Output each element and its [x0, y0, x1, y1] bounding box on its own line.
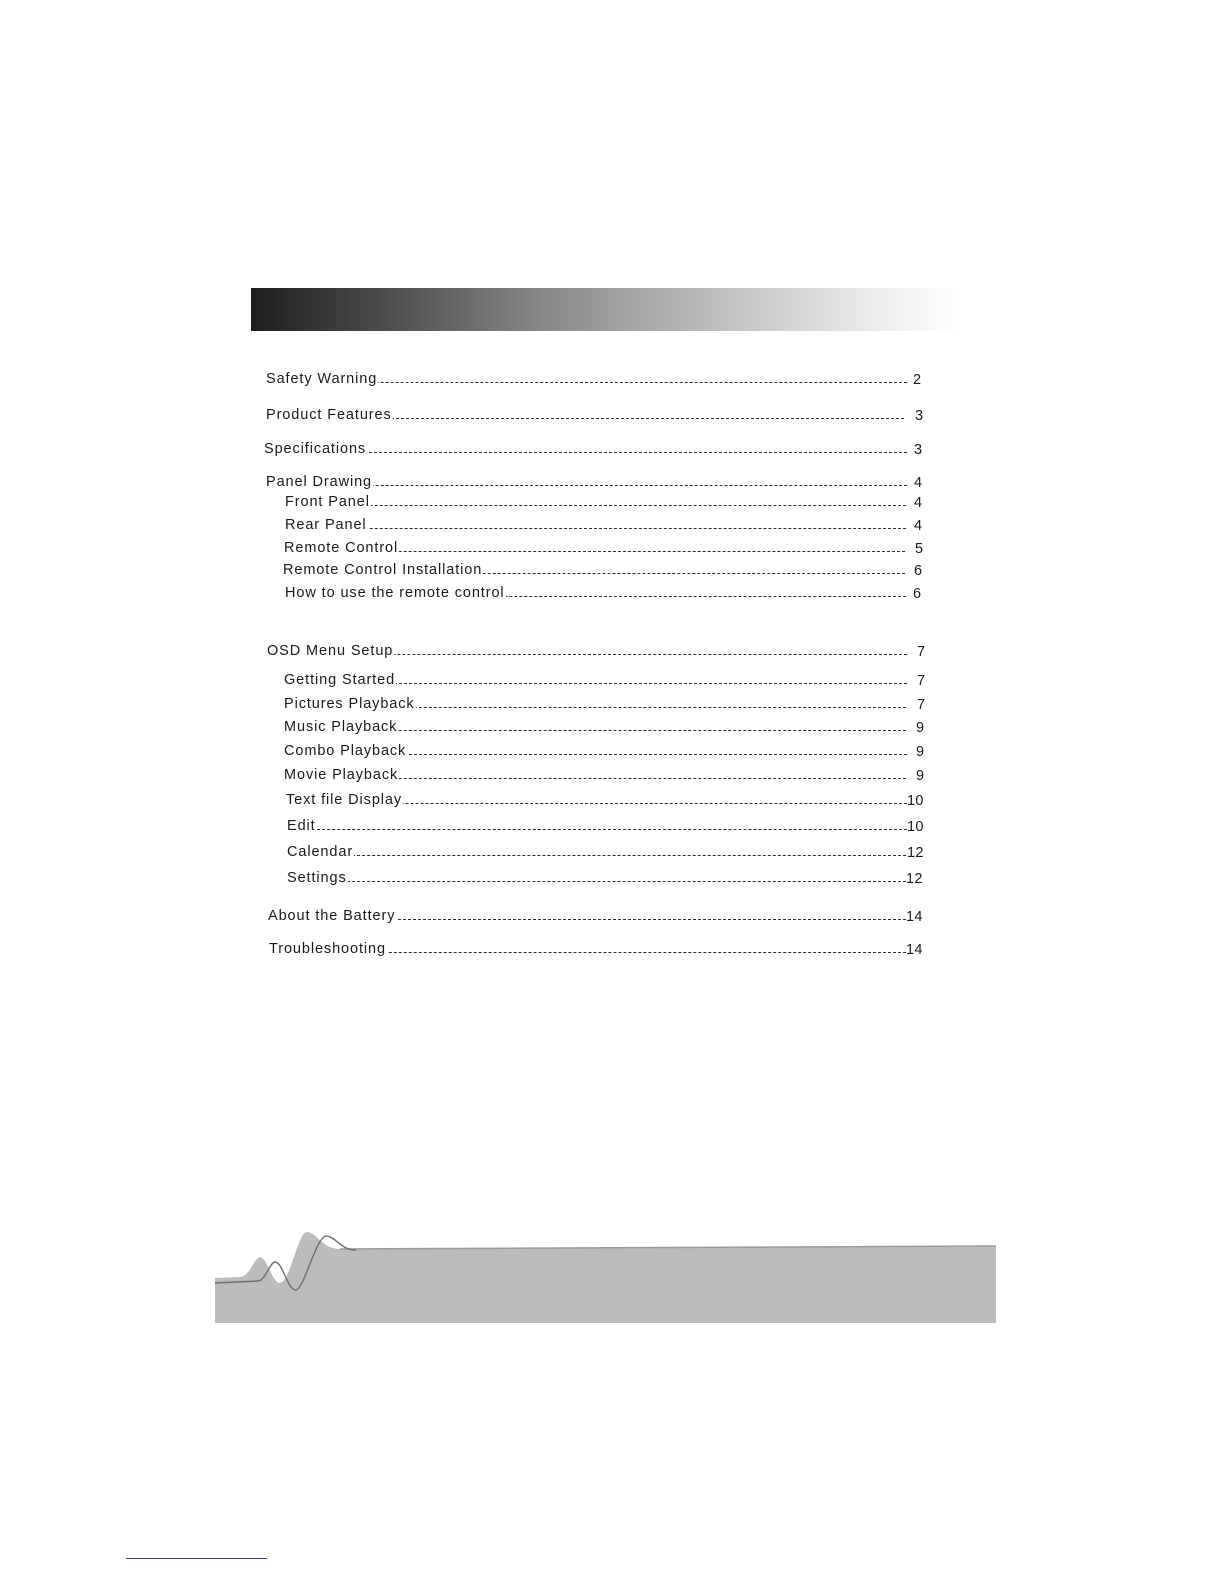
toc-entry-page: 9	[916, 744, 925, 760]
toc-entry-title: OSD Menu Setup	[267, 643, 394, 659]
toc-entry-page: 9	[916, 720, 925, 736]
toc-leader-dots	[287, 829, 907, 830]
toc-entry-title: Product Features	[266, 407, 392, 423]
toc-entry-page: 7	[917, 673, 926, 689]
toc-entry-page: 10	[907, 793, 924, 809]
toc-entry-title: Safety Warning	[266, 371, 378, 387]
toc-entry-title: Settings	[287, 870, 347, 886]
toc-entry-title: Combo Playback	[284, 743, 407, 759]
toc-entry-page: 3	[915, 408, 924, 424]
toc-entry-page: 2	[913, 372, 922, 388]
toc-entry-title: Remote Control	[284, 540, 399, 556]
toc-entry-title: Front Panel	[285, 494, 370, 510]
toc-entry-page: 4	[914, 475, 923, 491]
toc-leader-dots	[287, 855, 906, 856]
toc-entry-title: Edit	[287, 818, 316, 834]
toc-entry-page: 7	[917, 697, 926, 713]
toc-leader-dots	[287, 881, 906, 882]
toc-entry-page: 4	[914, 495, 923, 511]
bottom-link-underline	[126, 1558, 267, 1559]
toc-entry-page: 6	[914, 563, 923, 579]
toc-entry-page: 10	[907, 819, 924, 835]
toc-entry-page: 7	[917, 644, 926, 660]
toc-entry-title: Movie Playback	[284, 767, 399, 783]
toc-leader-dots	[285, 505, 906, 506]
toc-entry-page: 6	[913, 586, 922, 602]
toc-entry-title: Troubleshooting	[269, 941, 386, 957]
footer-band-fill	[215, 1232, 996, 1323]
toc-entry-title: Music Playback	[284, 719, 398, 735]
toc-entry-title: Calendar	[287, 844, 354, 860]
toc-entry-title: About the Battery	[268, 908, 396, 924]
toc-entry-title: Getting Started	[284, 672, 396, 688]
toc-entry-page: 3	[914, 442, 923, 458]
toc-entry-page: 12	[906, 871, 923, 887]
toc-entry-page: 9	[916, 768, 925, 784]
toc-entry-title: Specifications	[264, 441, 367, 457]
toc-entry-page: 14	[906, 942, 923, 958]
toc-entry-title: Remote Control Installation	[283, 562, 483, 578]
toc-entry-page: 14	[906, 909, 923, 925]
toc-entry-title: Text file Display	[286, 792, 403, 808]
toc-leader-dots	[285, 528, 906, 529]
toc-entry-title: Rear Panel	[285, 517, 367, 533]
toc-entry-page: 4	[914, 518, 923, 534]
toc-entry-page: 12	[907, 845, 924, 861]
toc-entry-title: Pictures Playback	[284, 696, 415, 712]
toc-entry-page: 5	[915, 541, 924, 557]
toc-entry-title: Panel Drawing	[266, 474, 372, 490]
toc-entry-title: How to use the remote control	[285, 585, 505, 601]
